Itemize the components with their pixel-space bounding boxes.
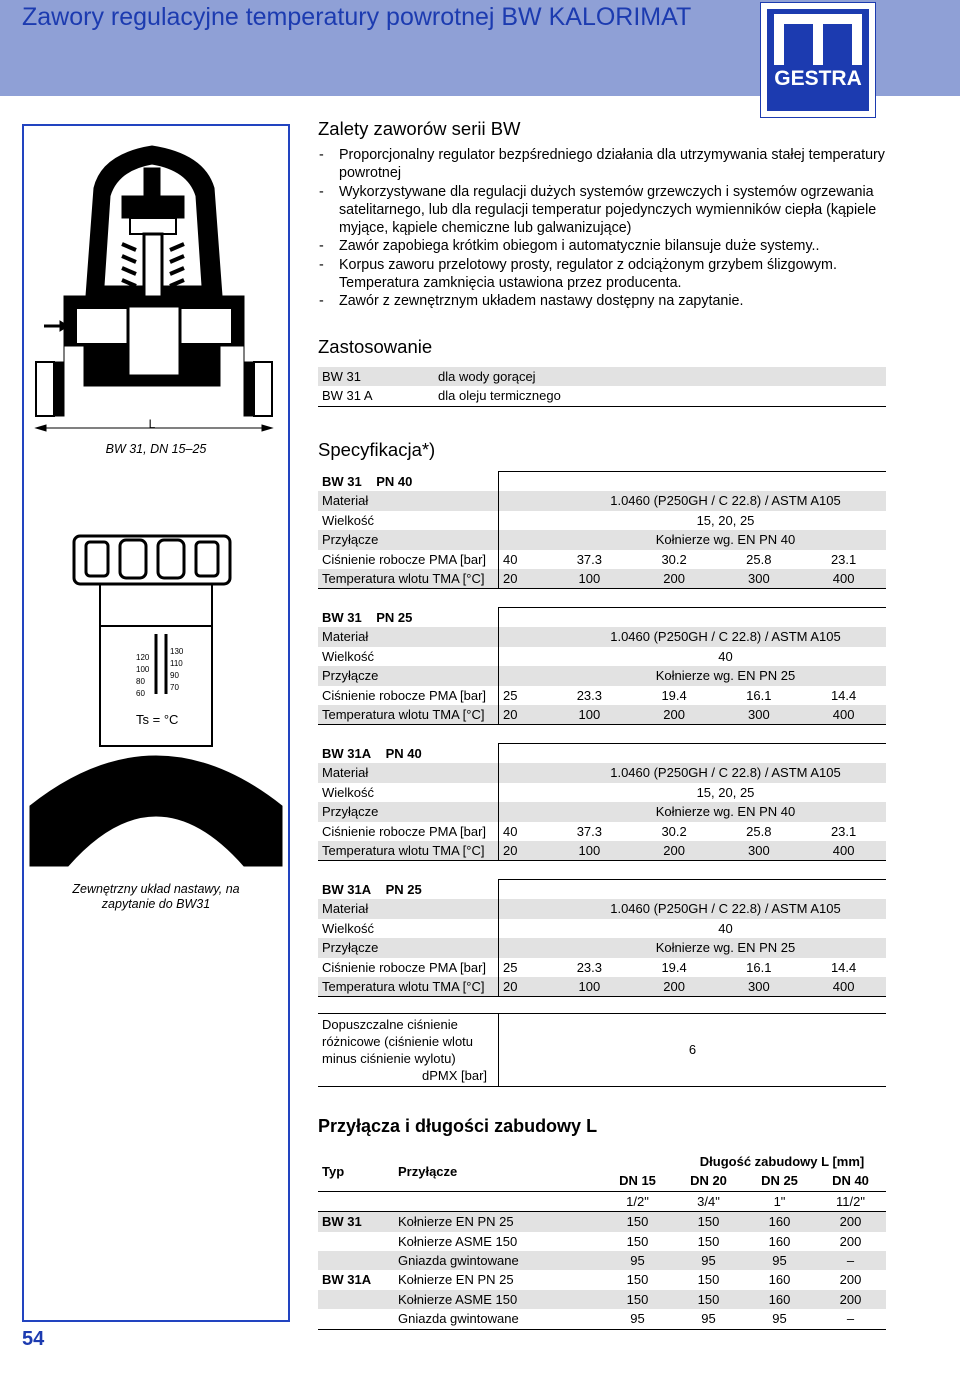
specification-section (318, 439, 435, 461)
dn-header: DN 20 (690, 1173, 727, 1189)
spec-label: Przyłącze (318, 530, 499, 549)
table-row (318, 1212, 886, 1232)
type-cell (318, 1251, 394, 1270)
spec-table (318, 743, 886, 861)
length-value: 200 (839, 1214, 862, 1230)
col-type: Typ (322, 1163, 345, 1179)
pma-value: 19.4 (661, 687, 687, 703)
application-title: Zastosowanie (318, 336, 433, 357)
length-value: 150 (626, 1272, 649, 1288)
pma-value: 23.1 (830, 551, 857, 567)
pma-value: 25.8 (746, 551, 772, 567)
length-value: 150 (697, 1233, 720, 1249)
type-cell (318, 1232, 394, 1251)
gestra-logo (760, 2, 876, 118)
ts-label: Ts = °C (136, 712, 179, 727)
tma-value: 400 (832, 979, 855, 995)
list-item: - Zawór z zewnętrznym układem nastawy dostępny na zapytanie. (318, 292, 890, 310)
table-row (318, 802, 886, 821)
tma-value: 20 (503, 843, 518, 859)
scale-left-1: 120 (136, 653, 150, 662)
pma-value: 37.3 (576, 823, 603, 839)
size-value: 15, 20, 25 (696, 784, 755, 800)
valve-drawing (24, 126, 288, 1320)
table-row (318, 550, 886, 569)
tma-value: 300 (747, 843, 770, 859)
length-value: 95 (701, 1253, 716, 1269)
list-item: - Wykorzystywane dla regulacji dużych systemów grzewczych i systemów ogrzewania satelitarnego, lub dla regulacji temperatur pojedynczych wymienników ciepła (kąpiele myjące, kąpiele chemiczne lub galwanizujące) (318, 183, 890, 238)
dn-header: DN 15 (619, 1173, 656, 1189)
tma-value: 300 (747, 707, 770, 723)
tma-value: 400 (832, 707, 855, 723)
dn-header: DN 25 (761, 1173, 798, 1189)
table-row (318, 608, 886, 628)
pma-value: 23.3 (576, 687, 603, 703)
tma-value: 20 (503, 571, 518, 587)
table-row (318, 627, 886, 646)
page-title: Zawory regulacyjne temperatury powrotnej BW KALORIMAT (22, 3, 692, 31)
dimension-label: L (148, 417, 156, 431)
spec-label: Ciśnienie robocze PMA [bar] (318, 958, 499, 977)
scale-left-4: 60 (136, 689, 145, 698)
table-row (318, 1309, 886, 1329)
table-row (318, 841, 886, 861)
valve-body-drawing (36, 146, 272, 431)
type-cell: BW 31A (322, 1272, 372, 1288)
table-row (318, 783, 886, 802)
pn-value: PN 25 (376, 609, 413, 625)
desc-cell: dla oleju termicznego (438, 388, 561, 404)
list-item: - Korpus zaworu przelotowy prosty, regulator z odciążonym grzybem ślizgowym. Temperatura zamknięcia ustawiona przez producenta. (318, 256, 890, 293)
pma-value: 25 (503, 959, 518, 975)
length-value: 95 (630, 1253, 645, 1269)
table-row (318, 1191, 886, 1211)
table-row (318, 763, 886, 782)
tma-value: 100 (578, 571, 601, 587)
scale-left-2: 100 (136, 665, 150, 674)
dp-label-line: różnicowe (ciśnienie wlotu (322, 1034, 474, 1049)
spec-model (318, 744, 499, 764)
table-row (318, 1270, 886, 1289)
setting-device-drawing (30, 536, 282, 866)
table-row (318, 899, 886, 918)
tma-value: 200 (663, 979, 685, 995)
pma-value: 25.8 (746, 823, 772, 839)
spec-label: Przyłącze (318, 938, 499, 957)
connections-value: Kołnierze wg. EN PN 40 (655, 804, 796, 820)
col-connection: Przyłącze (398, 1163, 458, 1179)
scale-right-1: 130 (170, 647, 184, 656)
connections-value: Kołnierze wg. EN PN 25 (655, 668, 796, 684)
tma-value: 200 (663, 571, 685, 587)
drawing2-caption: Zewnętrzny układ nastawy, na zapytanie do BW31 (72, 882, 240, 911)
spec-label: Wielkość (318, 511, 499, 530)
scale-left-3: 80 (136, 677, 145, 686)
table-row (318, 1014, 886, 1087)
length-value: 200 (839, 1233, 862, 1249)
connections-table (318, 1152, 886, 1330)
length-value: 160 (768, 1233, 791, 1249)
list-item: - Proporcjonalny regulator bezpśredniego działania dla utrzymywania stałej temperatury powrotnej (318, 146, 890, 183)
pma-value: 30.2 (661, 823, 687, 839)
drawing-panel (22, 124, 290, 1322)
pn-value: PN 40 (376, 473, 413, 489)
connection-cell: Kołnierze ASME 150 (398, 1291, 518, 1307)
dp-label-cell (318, 1014, 499, 1087)
drawing1-caption: BW 31, DN 15–25 (105, 442, 207, 456)
pma-value: 16.1 (746, 959, 772, 975)
length-value: 150 (626, 1233, 649, 1249)
material-value: 1.0460 (P250GH / C 22.8) / ASTM A105 (610, 901, 841, 917)
table-row (318, 1290, 886, 1309)
spec-label: Wielkość (318, 647, 499, 666)
length-value: 95 (701, 1311, 716, 1327)
length-header: Długość zabudowy L [mm] (699, 1154, 865, 1169)
tma-value: 20 (503, 707, 518, 723)
pma-value: 19.4 (661, 959, 687, 975)
tma-value: 300 (747, 979, 770, 995)
list-item: - Zawór zapobiega krótkim obiegom i automatycznie bilansuje duże systemy.. (318, 237, 890, 255)
inch-header: 11/2" (836, 1193, 865, 1209)
pn-value: PN 40 (385, 745, 422, 761)
pma-value: 16.1 (746, 687, 772, 703)
pma-value: 14.4 (830, 959, 857, 975)
spec-model (318, 472, 499, 492)
pma-value: 23.1 (830, 823, 857, 839)
table-row (318, 1232, 886, 1251)
table-row (318, 530, 886, 549)
spec-label: Ciśnienie robocze PMA [bar] (318, 550, 499, 569)
tma-value: 100 (578, 707, 601, 723)
table-row (318, 705, 886, 725)
dp-table (318, 1013, 886, 1087)
table-row (318, 919, 886, 938)
size-value: 15, 20, 25 (696, 512, 755, 528)
table-row (318, 1152, 886, 1171)
spec-table (318, 879, 886, 997)
spec-label: Wielkość (318, 919, 499, 938)
type-cell: BW 31 (322, 369, 362, 384)
table-row (318, 666, 886, 685)
page-number: 54 (22, 1328, 45, 1350)
spec-model (318, 608, 499, 628)
connections-body (318, 1212, 886, 1329)
table-row (318, 569, 886, 589)
tma-value: 200 (663, 707, 685, 723)
pma-value: 14.4 (830, 687, 857, 703)
size-value: 40 (718, 920, 733, 936)
spec-label: Materiał (318, 627, 499, 646)
table-row (318, 1251, 886, 1270)
type-cell (318, 1309, 394, 1329)
advantages-section (318, 118, 890, 311)
inch-header: 1/2" (626, 1193, 649, 1209)
table-row (318, 958, 886, 977)
gestra-logo-icon (761, 3, 875, 117)
length-value: – (846, 1311, 855, 1327)
type-cell (318, 1290, 394, 1309)
spec-label: Materiał (318, 763, 499, 782)
model-name: BW 31A (322, 745, 372, 761)
pma-value: 23.3 (576, 959, 603, 975)
table-row (318, 822, 886, 841)
connections-section (318, 1116, 597, 1137)
specification-title: Specyfikacja*) (318, 439, 436, 460)
spec-label: Wielkość (318, 783, 499, 802)
inch-header: 1" (773, 1193, 786, 1209)
length-value: 150 (697, 1291, 720, 1307)
scale-right-2: 110 (170, 659, 183, 668)
connections-value: Kołnierze wg. EN PN 25 (655, 940, 796, 956)
pma-value: 37.3 (576, 551, 603, 567)
length-value: 150 (697, 1272, 720, 1288)
advantages-list (318, 146, 890, 311)
tma-value: 300 (747, 571, 770, 587)
connection-cell: Kołnierze ASME 150 (398, 1233, 518, 1249)
length-value: 95 (630, 1311, 645, 1327)
dp-label-line: minus ciśnienie wylotu) (322, 1051, 456, 1066)
tma-value: 400 (832, 571, 855, 587)
table-row (318, 367, 886, 386)
length-value: 160 (768, 1272, 791, 1288)
advantages-title: Zalety zaworów serii BW (318, 118, 521, 139)
table-row (318, 386, 886, 406)
scale-values (136, 647, 184, 698)
table-row (318, 880, 886, 900)
dp-unit: dPMX [bar] (422, 1068, 488, 1083)
inch-header: 3/4" (697, 1193, 720, 1209)
type-cell: BW 31 (322, 1214, 362, 1230)
length-value: – (846, 1253, 855, 1269)
spec-table (318, 607, 886, 725)
length-value: 150 (626, 1291, 649, 1307)
tma-value: 400 (832, 843, 855, 859)
connection-cell: Kołnierze EN PN 25 (398, 1272, 514, 1288)
tma-value: 20 (503, 979, 518, 995)
table-row (318, 491, 886, 510)
application-table (318, 367, 886, 407)
spec-label: Materiał (318, 491, 499, 510)
spec-label: Przyłącze (318, 666, 499, 685)
connection-cell: Gniazda gwintowane (398, 1253, 519, 1269)
length-value: 200 (839, 1291, 862, 1307)
spec-label: Temperatura wlotu TMA [°C] (318, 705, 499, 725)
material-value: 1.0460 (P250GH / C 22.8) / ASTM A105 (610, 493, 841, 509)
table-row (318, 686, 886, 705)
table-row (318, 647, 886, 666)
connections-value: Kołnierze wg. EN PN 40 (655, 532, 796, 548)
desc-cell: dla wody gorącej (438, 369, 536, 384)
length-value: 200 (839, 1272, 862, 1288)
tma-value: 100 (578, 843, 601, 859)
length-value: 150 (626, 1214, 649, 1230)
spec-label: Ciśnienie robocze PMA [bar] (318, 822, 499, 841)
spec-label: Ciśnienie robocze PMA [bar] (318, 686, 499, 705)
table-row (318, 938, 886, 957)
brand-text: GESTRA (774, 67, 862, 90)
spec-label: Przyłącze (318, 802, 499, 821)
connections-title: Przyłącza i długości zabudowy L (318, 1116, 598, 1136)
spec-label: Temperatura wlotu TMA [°C] (318, 977, 499, 997)
application-section (318, 336, 886, 407)
pma-value: 40 (503, 551, 518, 567)
tma-value: 200 (663, 843, 685, 859)
scale-right-4: 70 (170, 683, 179, 692)
model-name: BW 31 (322, 609, 362, 625)
dp-label-line: Dopuszczalne ciśnienie (322, 1017, 458, 1032)
length-value: 160 (768, 1291, 791, 1307)
type-cell: BW 31 A (322, 388, 373, 404)
material-value: 1.0460 (P250GH / C 22.8) / ASTM A105 (610, 765, 841, 781)
table-row (318, 744, 886, 764)
connection-cell: Kołnierze EN PN 25 (398, 1214, 514, 1230)
length-value: 95 (772, 1311, 787, 1327)
table-row (318, 472, 886, 492)
model-name: BW 31A (322, 881, 372, 897)
spec-model (318, 880, 499, 900)
pma-value: 30.2 (661, 551, 687, 567)
length-value: 95 (772, 1253, 787, 1269)
spec-label: Temperatura wlotu TMA [°C] (318, 569, 499, 589)
dn-header: DN 40 (832, 1173, 869, 1189)
length-value: 160 (768, 1214, 791, 1230)
spec-label: Materiał (318, 899, 499, 918)
scale-right-3: 90 (170, 671, 179, 680)
pn-value: PN 25 (385, 881, 422, 897)
spec-label: Temperatura wlotu TMA [°C] (318, 841, 499, 861)
model-name: BW 31 (322, 473, 362, 489)
table-row (318, 511, 886, 530)
tma-value: 100 (578, 979, 601, 995)
pma-value: 40 (503, 823, 518, 839)
spec-table (318, 471, 886, 589)
connection-cell: Gniazda gwintowane (398, 1311, 519, 1327)
material-value: 1.0460 (P250GH / C 22.8) / ASTM A105 (610, 629, 841, 645)
pma-value: 25 (503, 687, 518, 703)
size-value: 40 (718, 648, 733, 664)
dp-value: 6 (688, 1042, 697, 1058)
table-row (318, 977, 886, 997)
length-value: 150 (697, 1214, 720, 1230)
